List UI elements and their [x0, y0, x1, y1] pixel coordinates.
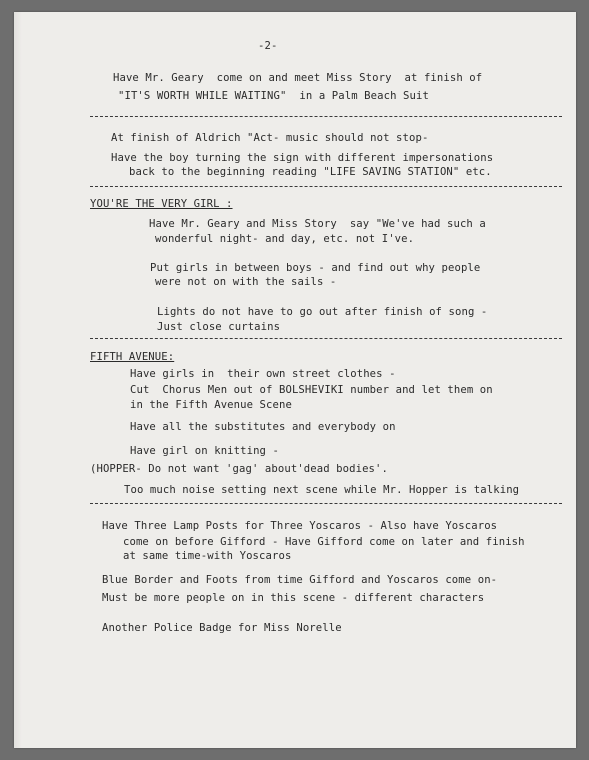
fifth-avenue-line-1: Have girls in their own street clothes - [130, 368, 396, 380]
fifth-avenue-line-4: Have all the substitutes and everybody on [130, 421, 396, 433]
fifth-avenue-heading: FIFTH AVENUE: [90, 351, 175, 363]
very-girl-heading: YOU'RE THE VERY GIRL : [90, 198, 233, 210]
closing-line-1: Have Three Lamp Posts for Three Yoscaros - Also have Yoscaros [102, 520, 498, 532]
closing-line-5: Must be more people on in this scene - different characters [102, 592, 485, 604]
very-girl-line-3: Put girls in between boys - and find out why people [150, 262, 481, 274]
section-divider-1 [90, 116, 562, 117]
fifth-avenue-line-2: Cut Chorus Men out of BOLSHEVIKI number and let them on [130, 384, 493, 396]
aldrich-line-1: At finish of Aldrich "Act- music should not stop- [111, 132, 429, 144]
page-number: -2- [258, 40, 278, 52]
fifth-avenue-line-5: Have girl on knitting - [130, 445, 279, 457]
very-girl-line-1: Have Mr. Geary and Miss Story say "We've had such a [149, 218, 486, 230]
very-girl-line-5: Lights do not have to go out after finish of song - [157, 306, 488, 318]
closing-line-4: Blue Border and Foots from time Gifford and Yoscaros come on- [102, 574, 498, 586]
aldrich-line-2: Have the boy turning the sign with different impersonations [111, 152, 494, 164]
intro-line-2: "IT'S WORTH WHILE WAITING" in a Palm Beach Suit [118, 90, 429, 102]
very-girl-line-2: wonderful night- and day, etc. not I've. [155, 233, 415, 245]
closing-line-2: come on before Gifford - Have Gifford come on later and finish [123, 536, 525, 548]
section-divider-3 [90, 338, 562, 339]
section-divider-2 [90, 186, 562, 187]
fifth-avenue-line-3: in the Fifth Avenue Scene [130, 399, 292, 411]
closing-line-3: at same time-with Yoscaros [123, 550, 292, 562]
page-edge-shadow [14, 12, 22, 748]
fifth-avenue-line-6: (HOPPER- Do not want 'gag' about'dead bodies'. [90, 463, 388, 475]
very-girl-line-6: Just close curtains [157, 321, 281, 333]
typed-page [14, 12, 576, 748]
section-divider-4 [90, 503, 562, 504]
closing-line-6: Another Police Badge for Miss Norelle [102, 622, 342, 634]
intro-line-1: Have Mr. Geary come on and meet Miss Story at finish of [113, 72, 483, 84]
aldrich-line-3: back to the beginning reading "LIFE SAVING STATION" etc. [129, 166, 492, 178]
very-girl-line-4: were not on with the sails - [155, 276, 337, 288]
fifth-avenue-line-7: Too much noise setting next scene while Mr. Hopper is talking [124, 484, 520, 496]
